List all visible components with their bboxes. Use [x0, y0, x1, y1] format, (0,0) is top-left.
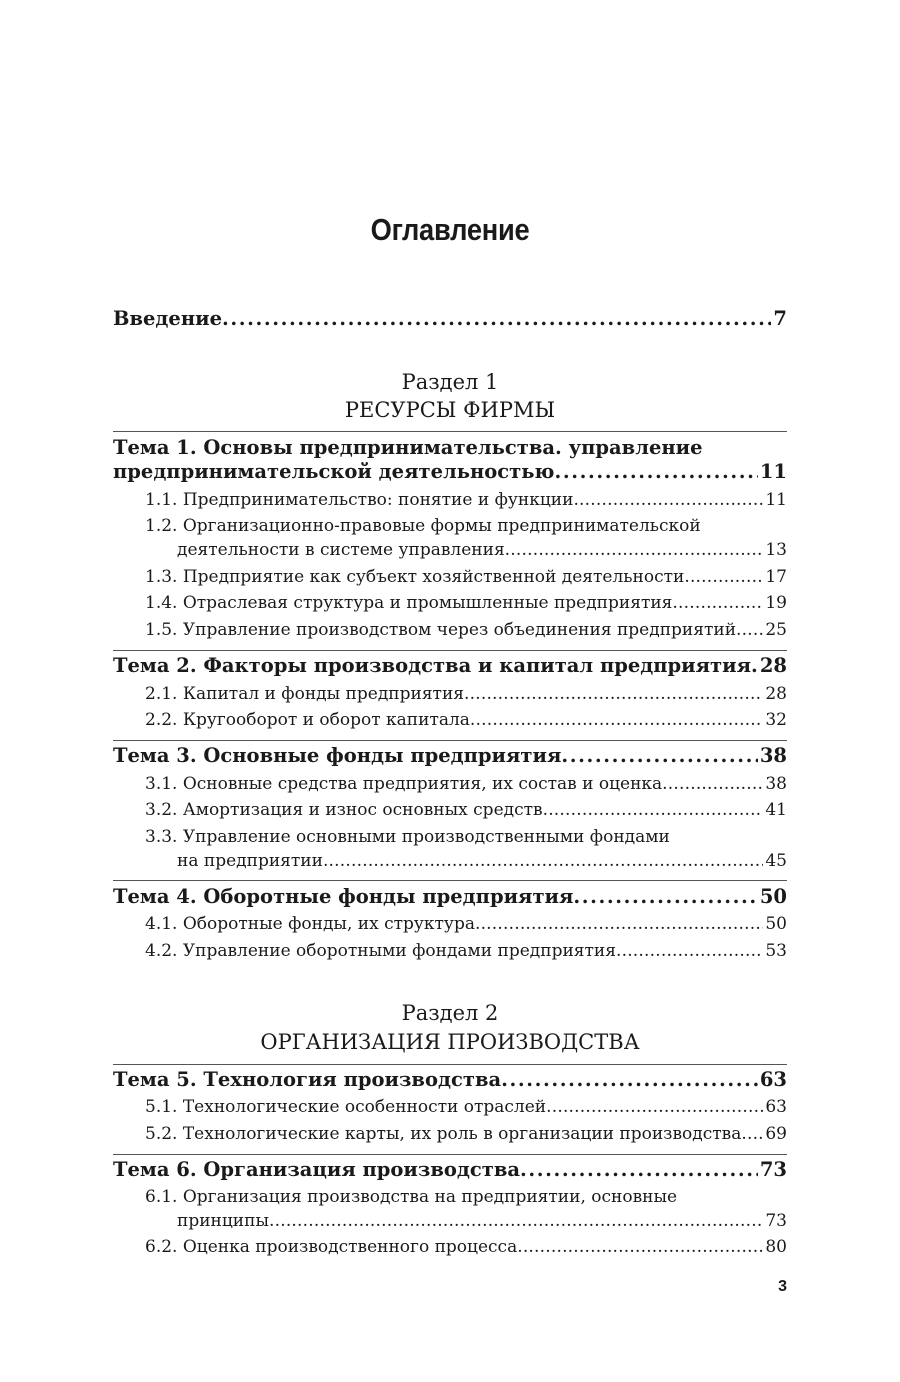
toc-topic-6[interactable] — [113, 1159, 787, 1181]
dot-leader — [561, 745, 757, 767]
dot-leader — [546, 1096, 763, 1118]
section-title: РЕСУРСЫ ФИРМЫ — [344, 398, 556, 422]
dot-leader — [470, 709, 763, 731]
dot-leader — [616, 940, 763, 962]
dot-leader — [222, 308, 771, 330]
section-title: ОРГАНИЗАЦИЯ ПРОИЗВОДСТВА — [260, 1030, 640, 1054]
toc-item-label: 4.2. Управление оборотными фондами предприятия — [145, 941, 616, 961]
toc-topic-page: 38 — [759, 744, 787, 767]
toc-item-label: 2.1. Капитал и фонды предприятия — [145, 684, 465, 704]
toc-item-2-2[interactable] — [145, 709, 787, 731]
dot-leader — [543, 799, 764, 821]
toc-topic-page: 11 — [759, 460, 787, 483]
toc-item-page: 32 — [765, 710, 787, 730]
toc-item-page: 63 — [765, 1097, 787, 1117]
toc-item-page: 38 — [765, 774, 787, 794]
dot-leader — [672, 592, 763, 614]
toc-item-label: 6.2. Оценка производственного процесса — [145, 1237, 518, 1257]
toc-topic-label-line: Тема 1. Основы предпринимательства. управление — [113, 436, 703, 459]
toc-topic-label: Тема 4. Оборотные фонды предприятия — [113, 885, 574, 908]
toc-item-label-line: 1.2. Организационно-правовые формы предпринимательской — [145, 516, 701, 536]
toc-item-label: 1.1. Предпринимательство: понятие и функции — [145, 490, 574, 510]
toc-item-6-2[interactable] — [145, 1236, 787, 1258]
toc-item-4-2[interactable] — [145, 940, 787, 962]
toc-item-page: 28 — [765, 684, 787, 704]
divider — [113, 1064, 787, 1065]
dot-leader — [505, 539, 764, 561]
toc-item-page: 69 — [765, 1124, 787, 1144]
toc-entry-intro[interactable] — [113, 308, 787, 330]
toc-item-1-3[interactable] — [145, 566, 787, 588]
toc-item-5-1[interactable] — [145, 1096, 787, 1118]
dot-leader — [323, 850, 763, 872]
toc-topic-label: Тема 2. Факторы производства и капитал предприятия — [113, 654, 752, 677]
dot-leader — [684, 566, 763, 588]
toc-item-3-1[interactable] — [145, 773, 787, 795]
toc-item-3-2[interactable] — [145, 799, 787, 821]
toc-item-label: 1.3. Предприятие как субъект хозяйственной деятельности — [145, 567, 685, 587]
toc-entry-label: Введение — [113, 307, 222, 330]
toc-topic-page: 63 — [759, 1068, 787, 1091]
dot-leader — [741, 1123, 763, 1145]
dot-leader — [464, 683, 763, 705]
dot-leader — [751, 655, 758, 677]
toc-item-6-1[interactable] — [177, 1210, 787, 1232]
dot-leader — [736, 619, 763, 641]
toc-topic-4[interactable] — [113, 886, 787, 908]
toc-item-page: 13 — [765, 540, 787, 560]
divider — [113, 431, 787, 432]
toc-topic-label: Тема 5. Технология производства — [113, 1068, 502, 1091]
toc-item-1-5[interactable] — [145, 619, 787, 641]
toc-item-label: 1.4. Отраслевая структура и промышленные предприятия — [145, 593, 673, 613]
page-title: Оглавление — [370, 212, 530, 247]
toc-item-page: 25 — [765, 620, 787, 640]
dot-leader — [520, 1159, 758, 1181]
toc-item-label: 4.1. Оборотные фонды, их структура — [145, 914, 475, 934]
toc-item-label: 3.2. Амортизация и износ основных средств — [145, 800, 543, 820]
section-number: Раздел 2 — [401, 1001, 499, 1025]
toc-entry-page: 7 — [773, 307, 787, 330]
toc-item-1-1[interactable] — [145, 489, 787, 511]
toc-topic-5[interactable] — [113, 1069, 787, 1091]
toc-item-label: на предприятии — [177, 851, 323, 871]
toc-topic-label: Тема 6. Организация производства — [113, 1158, 521, 1181]
section-number: Раздел 1 — [401, 370, 499, 394]
toc-topic-label: предпринимательской деятельностью — [113, 460, 555, 483]
dot-leader — [269, 1210, 763, 1232]
page-number: 3 — [778, 1278, 787, 1295]
toc-item-page: 73 — [765, 1211, 787, 1231]
toc-item-label: 1.5. Управление производством через объединения предприятий — [145, 620, 737, 640]
toc-item-2-1[interactable] — [145, 683, 787, 705]
toc-item-page: 50 — [765, 914, 787, 934]
toc-item-page: 45 — [765, 851, 787, 871]
divider — [113, 1154, 787, 1155]
toc-item-1-4[interactable] — [145, 592, 787, 614]
toc-item-page: 41 — [765, 800, 787, 820]
dot-leader — [517, 1236, 763, 1258]
dot-leader — [475, 913, 763, 935]
toc-topic-page: 28 — [759, 654, 787, 677]
toc-item-label: 3.1. Основные средства предприятия, их состав и оценка — [145, 774, 663, 794]
toc-item-4-1[interactable] — [145, 913, 787, 935]
toc-item-label: принципы — [177, 1211, 269, 1231]
dot-leader — [554, 461, 757, 483]
toc-item-label-line: 6.1. Организация производства на предприятии, основные — [145, 1187, 678, 1207]
toc-topic-label: Тема 3. Основные фонды предприятия — [113, 744, 562, 767]
toc-item-label: 2.2. Кругооборот и оборот капитала — [145, 710, 470, 730]
toc-item-3-3[interactable] — [177, 850, 787, 872]
toc-item-page: 17 — [765, 567, 787, 587]
toc-item-page: 53 — [765, 941, 787, 961]
toc-item-1-2[interactable] — [177, 539, 787, 561]
toc-topic-page: 73 — [759, 1158, 787, 1181]
toc-item-label-line: 3.3. Управление основными производственными фондами — [145, 827, 670, 847]
dot-leader — [501, 1069, 758, 1091]
toc-item-5-2[interactable] — [145, 1123, 787, 1145]
dot-leader — [573, 489, 763, 511]
toc-item-page: 80 — [765, 1237, 787, 1257]
dot-leader — [573, 886, 757, 908]
divider — [113, 880, 787, 881]
toc-item-label: 5.2. Технологические карты, их роль в организации производства — [145, 1124, 742, 1144]
divider — [113, 650, 787, 651]
toc-topic-1[interactable] — [113, 461, 787, 483]
toc-topic-page: 50 — [759, 885, 787, 908]
toc-item-label: 5.1. Технологические особенности отраслей — [145, 1097, 547, 1117]
toc-topic-3[interactable] — [113, 745, 787, 767]
divider — [113, 740, 787, 741]
toc-item-page: 11 — [765, 490, 787, 510]
toc-item-page: 19 — [765, 593, 787, 613]
dot-leader — [662, 773, 763, 795]
toc-item-label: деятельности в системе управления — [177, 540, 505, 560]
toc-topic-2[interactable] — [113, 655, 787, 677]
